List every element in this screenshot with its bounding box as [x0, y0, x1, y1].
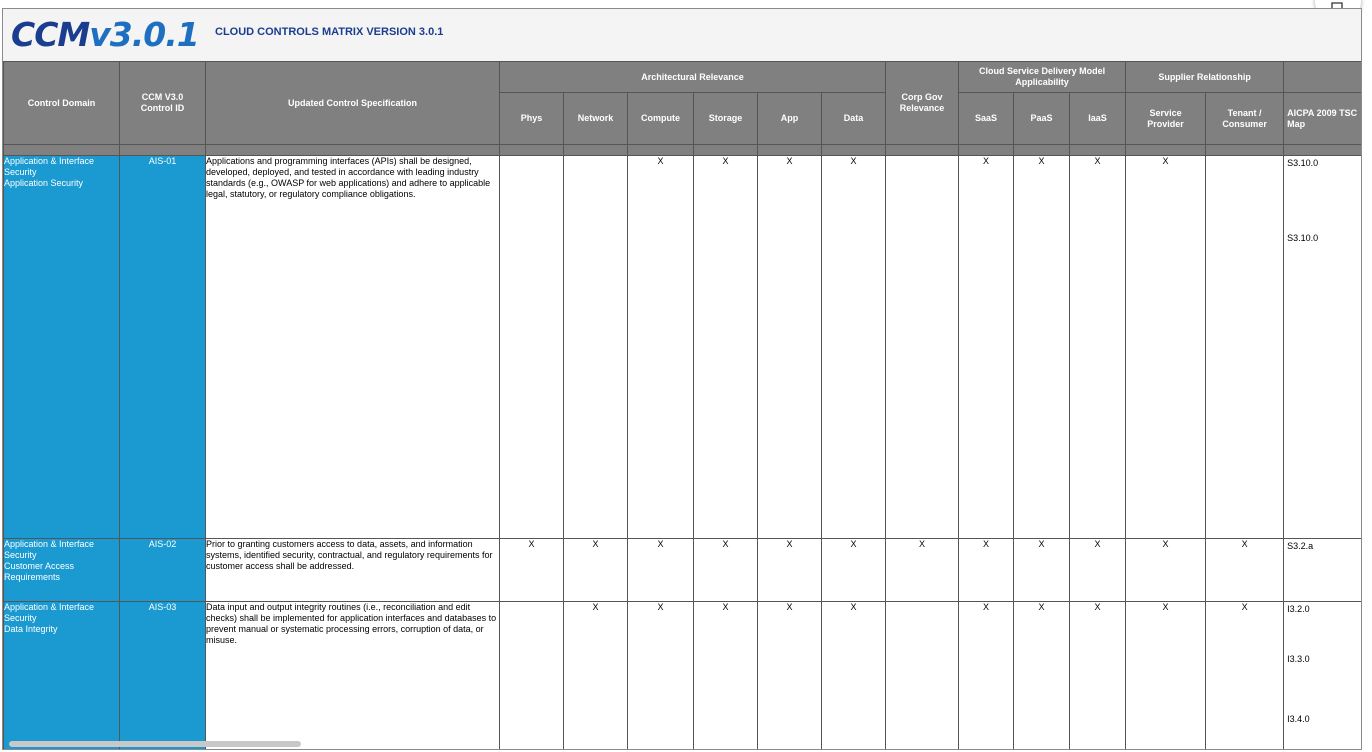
header-iaas[interactable]: IaaS — [1070, 93, 1126, 145]
header-delivery-model[interactable]: Cloud Service Delivery Model Applicability — [959, 62, 1126, 93]
phys-cell[interactable] — [500, 156, 564, 539]
corp-gov-cell[interactable]: X — [886, 539, 959, 602]
header-network[interactable]: Network — [564, 93, 628, 145]
table-row — [4, 602, 1362, 751]
header-app[interactable]: App — [758, 93, 822, 145]
spec-cell[interactable]: Applications and programming interfaces (APIs) shall be designed, developed, deployed, and tested in accordance with leading industry standards (e.g., OWASP for web applications) and adhere to applicable legal, statutory, or regulatory compliance obligations. — [206, 156, 500, 539]
header-corp-gov[interactable]: Corp Gov Relevance — [886, 62, 959, 145]
control-domain-cell[interactable]: Application & Interface Security Application Security — [4, 156, 120, 539]
tenant-consumer-cell[interactable] — [1206, 156, 1284, 539]
saas-cell[interactable]: X — [959, 156, 1014, 539]
header-control-domain[interactable]: Control Domain — [4, 62, 120, 145]
spec-cell[interactable]: Prior to granting customers access to data, assets, and information systems, identified security, contractual, and regulatory requirements for customer access shall be addressed. — [206, 539, 500, 602]
control-id-cell[interactable]: AIS-03 — [120, 602, 206, 751]
ccm-logo: CCMv3.0.1 — [11, 15, 199, 54]
header-compute[interactable]: Compute — [628, 93, 694, 145]
saas-cell[interactable]: X — [959, 539, 1014, 602]
app-cell[interactable]: X — [758, 156, 822, 539]
storage-cell[interactable]: X — [694, 156, 758, 539]
horizontal-scrollbar[interactable] — [9, 741, 301, 747]
paas-cell[interactable]: X — [1014, 602, 1070, 751]
spreadsheet — [2, 8, 1362, 750]
data-cell[interactable]: X — [822, 156, 886, 539]
header-service-provider[interactable]: Service Provider — [1126, 93, 1206, 145]
control-id-cell[interactable]: AIS-01 — [120, 156, 206, 539]
header-data[interactable]: Data — [822, 93, 886, 145]
corp-gov-cell[interactable] — [886, 156, 959, 539]
header-arch-relevance[interactable]: Architectural Relevance — [500, 62, 886, 93]
header-supplier[interactable]: Supplier Relationship — [1126, 62, 1284, 93]
aicpa-cell[interactable]: S3.10.0 S3.10.0 — [1284, 156, 1362, 539]
header-paas[interactable]: PaaS — [1014, 93, 1070, 145]
matrix-title: CLOUD CONTROLS MATRIX VERSION 3.0.1 — [215, 26, 444, 38]
header-ccm-id[interactable]: CCM V3.0 Control ID — [120, 62, 206, 145]
service-provider-cell[interactable]: X — [1126, 602, 1206, 751]
header-spacer-row — [4, 145, 1362, 156]
banner — [3, 9, 1361, 62]
paas-cell[interactable]: X — [1014, 539, 1070, 602]
aicpa-cell[interactable]: I3.2.0 I3.3.0 I3.4.0 — [1284, 602, 1362, 751]
compute-cell[interactable]: X — [628, 156, 694, 539]
storage-cell[interactable]: X — [694, 539, 758, 602]
saas-cell[interactable]: X — [959, 602, 1014, 751]
app-cell[interactable]: X — [758, 602, 822, 751]
tenant-consumer-cell[interactable]: X — [1206, 602, 1284, 751]
paas-cell[interactable]: X — [1014, 156, 1070, 539]
table-row — [4, 539, 1362, 602]
table-row — [4, 156, 1362, 539]
iaas-cell[interactable]: X — [1070, 602, 1126, 751]
spec-cell[interactable]: Data input and output integrity routines (i.e., reconciliation and edit checks) shall be implemented for application interfaces and databases to prevent manual or systematic processing errors, corruption of data, or misuse. — [206, 602, 500, 751]
phys-cell[interactable] — [500, 602, 564, 751]
corp-gov-cell[interactable] — [886, 602, 959, 751]
service-provider-cell[interactable]: X — [1126, 156, 1206, 539]
controls-table — [3, 61, 1362, 750]
aicpa-cell[interactable]: S3.2.a — [1284, 539, 1362, 602]
header-phys[interactable]: Phys — [500, 93, 564, 145]
storage-cell[interactable]: X — [694, 602, 758, 751]
service-provider-cell[interactable]: X — [1126, 539, 1206, 602]
network-cell[interactable]: X — [564, 602, 628, 751]
iaas-cell[interactable]: X — [1070, 539, 1126, 602]
network-cell[interactable] — [564, 156, 628, 539]
data-cell[interactable]: X — [822, 602, 886, 751]
control-domain-cell[interactable]: Application & Interface Security Customer Access Requirements — [4, 539, 120, 602]
phys-cell[interactable]: X — [500, 539, 564, 602]
header-tenant-consumer[interactable]: Tenant / Consumer — [1206, 93, 1284, 145]
compute-cell[interactable]: X — [628, 602, 694, 751]
control-domain-cell[interactable]: Application & Interface Security Data Integrity — [4, 602, 120, 751]
data-cell[interactable]: X — [822, 539, 886, 602]
header-saas[interactable]: SaaS — [959, 93, 1014, 145]
tenant-consumer-cell[interactable]: X — [1206, 539, 1284, 602]
iaas-cell[interactable]: X — [1070, 156, 1126, 539]
header-aicpa[interactable]: AICPA 2009 TSC Map — [1284, 93, 1362, 145]
header-aicpa-top[interactable] — [1284, 62, 1362, 93]
compute-cell[interactable]: X — [628, 539, 694, 602]
header-spec[interactable]: Updated Control Specification — [206, 62, 500, 145]
header-storage[interactable]: Storage — [694, 93, 758, 145]
network-cell[interactable]: X — [564, 539, 628, 602]
app-cell[interactable]: X — [758, 539, 822, 602]
control-id-cell[interactable]: AIS-02 — [120, 539, 206, 602]
